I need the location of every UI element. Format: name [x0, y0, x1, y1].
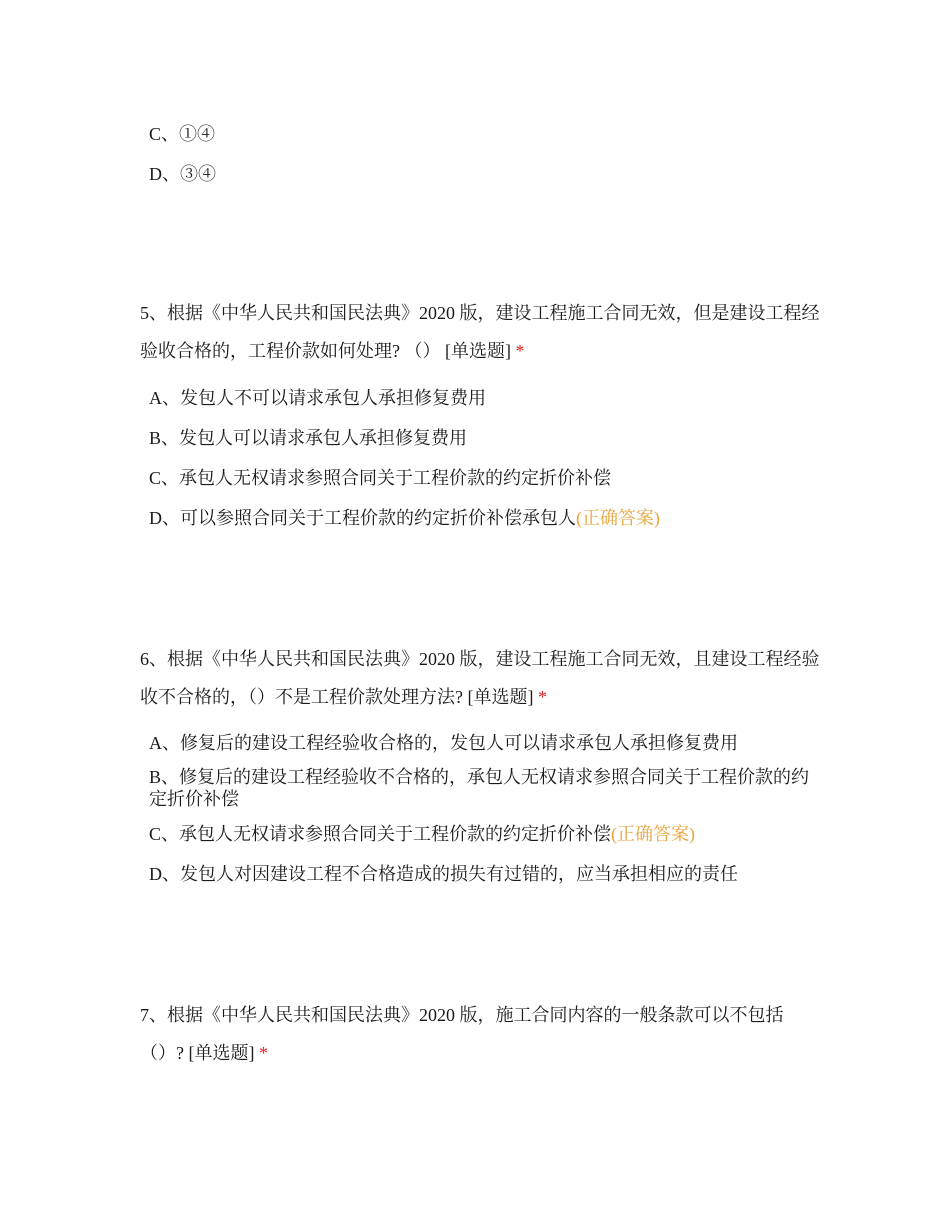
- question-6-option-d: D、发包人对因建设工程不合格造成的损失有过错的，应当承担相应的责任: [149, 864, 738, 884]
- question-7-text: 7、根据《中华人民共和国民法典》2020 版，施工合同内容的一般条款可以不包括（）? [单选题] *: [140, 1005, 784, 1063]
- question-6-text: 6、根据《中华人民共和国民法典》2020 版，建设工程施工合同无效，且建设工程经验收不合格的，（）不是工程价款处理方法? [单选题] *: [140, 649, 820, 707]
- option-c-prev: C、①④: [149, 124, 216, 144]
- question-5-text: 5、根据《中华人民共和国民法典》2020 版，建设工程施工合同无效，但是建设工程经验收合格的，工程价款如何处理? （） [单选题] *: [140, 303, 820, 361]
- option-d-prev: D、③④: [149, 164, 216, 184]
- question-5-option-c: C、承包人无权请求参照合同关于工程价款的约定折价补偿: [149, 468, 612, 488]
- question-6: [140, 640, 820, 716]
- question-5-option-d: D、可以参照合同关于工程价款的约定折价补偿承包人(正确答案): [149, 508, 660, 528]
- question-5-option-b: B、发包人可以请求承包人承担修复费用: [149, 428, 468, 448]
- question-6-option-c: C、承包人无权请求参照合同关于工程价款的约定折价补偿(正确答案): [149, 824, 696, 844]
- question-6-option-b: B、修复后的建设工程经验收不合格的，承包人无权请求参照合同关于工程价款的约定折价补偿: [149, 767, 810, 809]
- correct-answer-mark: (正确答案): [611, 824, 696, 844]
- correct-answer-mark: (正确答案): [576, 508, 660, 528]
- question-5-option-a: A、发包人不可以请求承包人承担修复费用: [149, 388, 486, 408]
- required-mark: *: [258, 1043, 268, 1063]
- required-mark: *: [515, 341, 525, 361]
- question-6-option-a: A、修复后的建设工程经验收合格的，发包人可以请求承包人承担修复费用: [149, 733, 738, 753]
- question-5: [140, 294, 820, 370]
- question-7: [140, 996, 820, 1072]
- required-mark: *: [537, 687, 547, 707]
